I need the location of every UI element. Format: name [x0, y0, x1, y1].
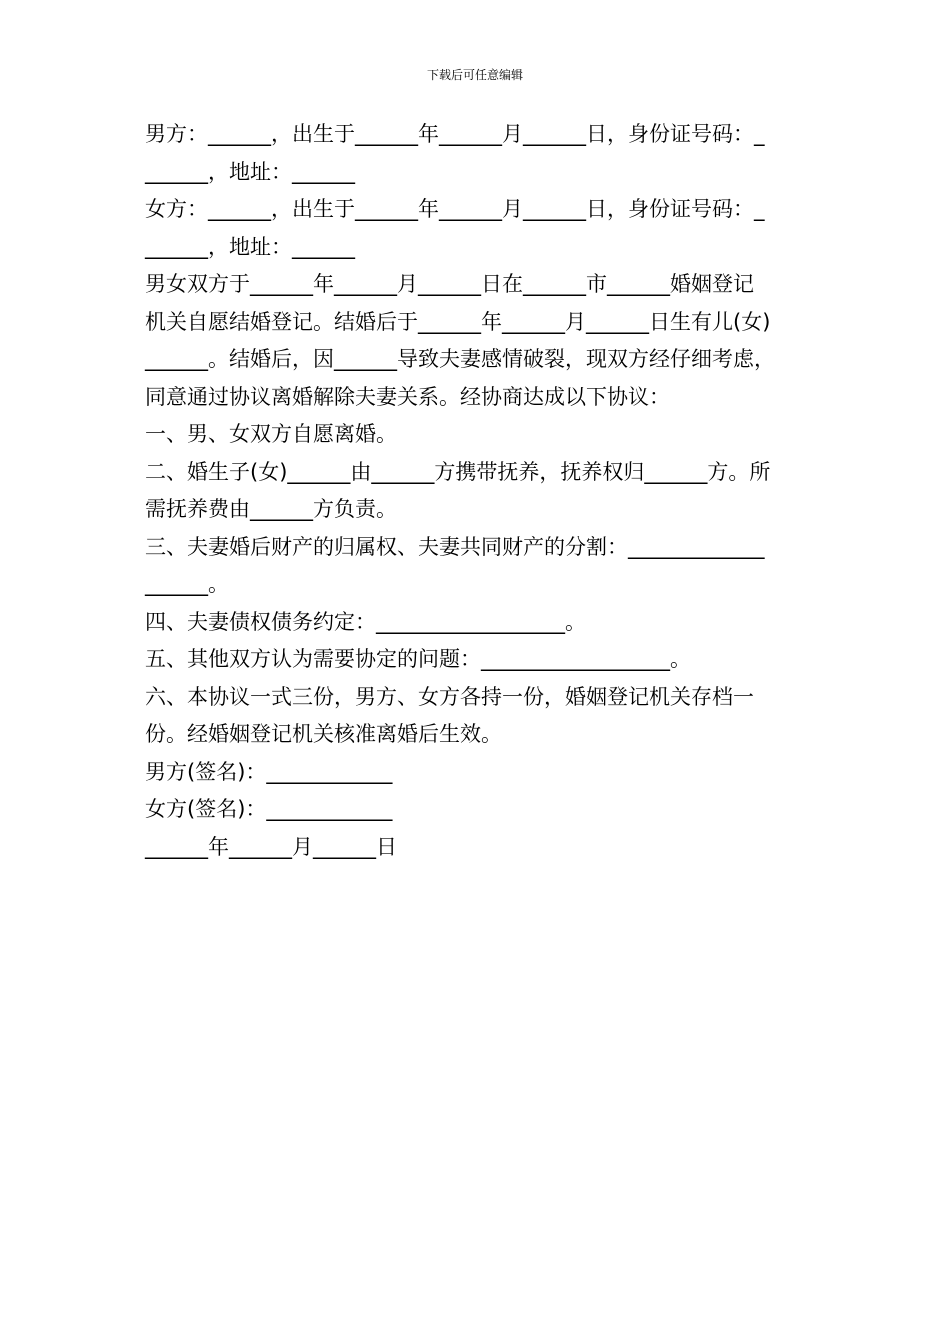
clause-6: 六、本协议一式三份，男方、女方各持一份，婚姻登记机关存档一 — [145, 684, 754, 709]
header-note: 下载后可任意编辑 — [426, 68, 523, 82]
marriage-child-line: 机关自愿结婚登记。结婚后于______年______月______日生有儿(女) — [145, 309, 771, 334]
clause-4: 四、夫妻债权债务约定：__________________。 — [145, 609, 586, 634]
clause-6-continued: 份。经婚姻登记机关核准离婚后生效。 — [145, 722, 502, 746]
marriage-registration-line: 男女双方于______年______月______日在______市______婚姻登记 — [145, 272, 754, 296]
female-address-line: ______，地址：______ — [145, 234, 355, 259]
male-address-line: ______，地址：______ — [145, 159, 355, 184]
clause-3-continued: ______。 — [145, 572, 229, 596]
male-signature-line: 男方(签名)：____________ — [145, 759, 393, 784]
agreement-body — [145, 116, 815, 866]
clause-1: 一、男、女双方自愿离婚。 — [145, 422, 397, 446]
female-signature-line: 女方(签名)：____________ — [145, 797, 393, 821]
agreement-intro-line: 同意通过协议离婚解除夫妻关系。经协商达成以下协议： — [145, 384, 670, 409]
clause-5: 五、其他双方认为需要协定的问题：__________________。 — [145, 647, 691, 671]
date-line: ______年______月______日 — [145, 834, 397, 859]
clause-2-continued: 需抚养费由______方负责。 — [145, 497, 397, 521]
clause-3: 三、夫妻婚后财产的归属权、夫妻共同财产的分割：_____________ — [145, 534, 765, 559]
divorce-reason-line: ______。结婚后，因______导致夫妻感情破裂，现双方经仔细考虑， — [145, 347, 775, 371]
female-party-line: 女方：______，出生于______年______月______日，身份证号码：_ — [145, 197, 765, 221]
male-party-line: 男方：______，出生于______年______月______日，身份证号码：_ — [145, 122, 765, 146]
clause-2: 二、婚生子(女)______由______方携带抚养，抚养权归______方。所 — [145, 459, 771, 484]
